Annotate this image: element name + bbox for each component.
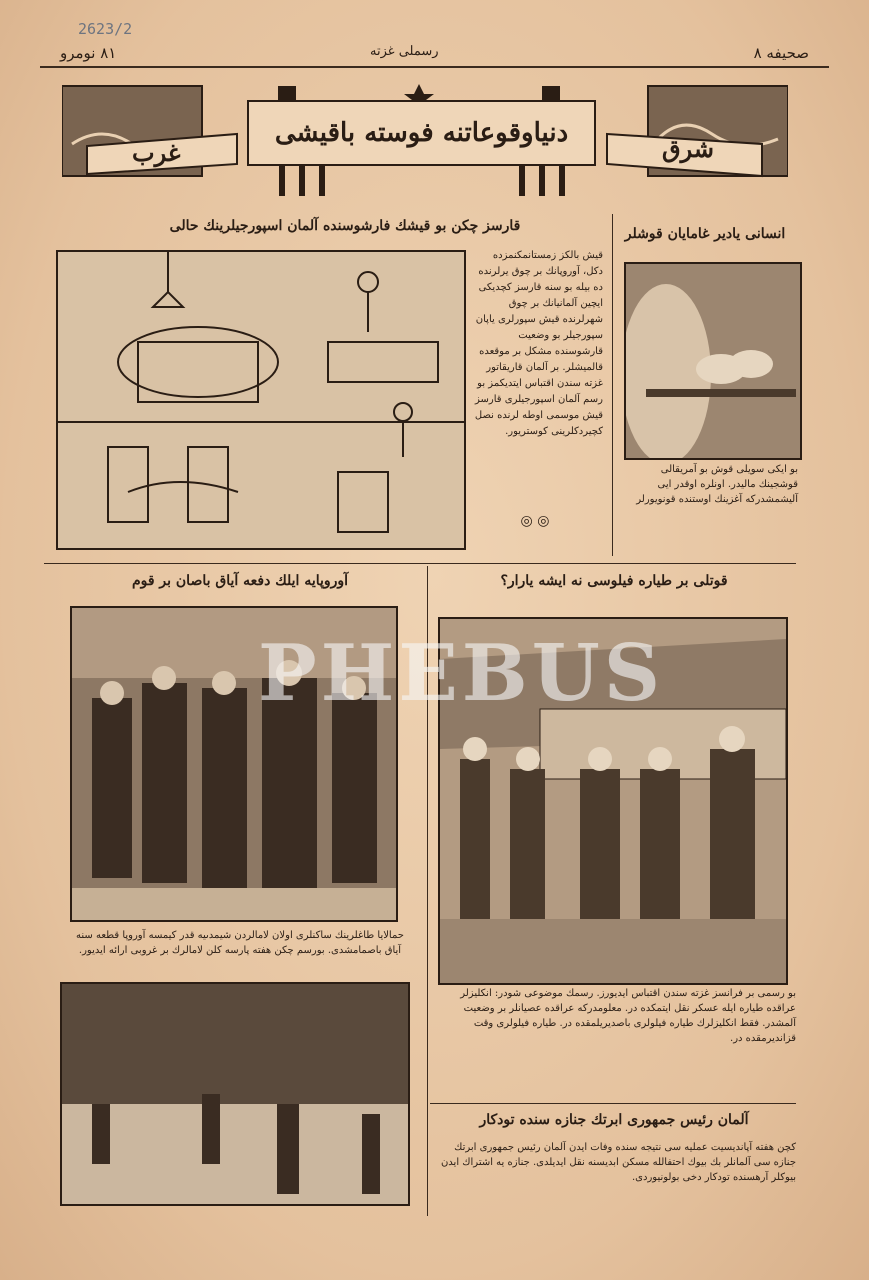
section-rule: [430, 1103, 796, 1104]
cartoon-heading: قارسز چكن بو قيشك فارشوسنده آلمان اسپورجيلرينك حالى: [169, 218, 521, 234]
column-rule: [612, 214, 613, 556]
banner-right-label: شرق: [662, 134, 714, 163]
funeral-photo-art: [62, 984, 408, 1204]
ornament: ◎ ◎: [520, 513, 550, 529]
funeral-caption: كچن هفته آپانديسيت عمليه سى نتيجه سنده وفات ايدن آلمان رئيس جمهورى ابرتك جنازه سى آلمانلر بك بيوك احتفالله مسكن ابديسنه نقل ايديلدى. جنازه يه اشتراك ايدن بيوكلر آرهسنده تودكار دخى بولونيوردى.: [440, 1142, 796, 1183]
section-banner: [62, 84, 788, 200]
airplanes-heading: قوتلى بر طياره فيلوسى نه ايشه يارار؟: [500, 573, 728, 589]
funeral-heading: آلمان رئيس جمهورى ابرتك جنازه سنده تودكار: [479, 1112, 749, 1128]
cartoon-column-text: قيش بالكز زمستانمكنمزده دكل، آوروپانك بر چوق يرلرنده ده بيله بو سنه قارسز كچديكى ايچين آلمانيانك بر چوق شهرلرنده قيش سپورلرى ياپان سپورجيلر بو وضعيت قارشوسنده مشكل بر موقعده قالميشلر. بر آلمان قاريقاتور غزته سندن اقتباس ايتديكمز بو رسم آلمان اسپورجيلرى قارسز قيش موسمى اوطه لرنده نصل كچيردكلرينى كوستريور.: [474, 250, 603, 437]
banner-left-label: غرب: [132, 138, 181, 167]
birds-heading: انسانى يادير غامايان قوشلر: [624, 226, 786, 242]
running-header: [40, 44, 829, 68]
birds-photo-art: [626, 264, 800, 458]
page-number: صحيفه ٨: [753, 44, 809, 62]
birds-caption: بو ايكى سويلى قوش بو آمريقالى قوشجينك ماليدر. اونلره اوقدر ايى آليشمشدركه آغزينك اوستنده قونويورلر: [636, 464, 798, 505]
paper-name: رسملى غزته: [370, 44, 439, 59]
banner-title: دنياوقوعاتنه فوسته باقيشى: [247, 100, 596, 166]
birds-photo: [624, 262, 802, 460]
issue-number: ٨١ نومرو: [60, 44, 117, 62]
cartoon-drawing: [58, 252, 464, 548]
lamas-heading: آوروپايه ايلك دفعه آياق باصان بر قوم: [131, 573, 349, 589]
lamas-caption: حمالايا طاغلرينك ساكنلرى اولان لامالردن شيمدىيه قدر كيمسه آوروپا قطعه سنه آياق باصمامشدى. بورسم چكن هفته پارسه كلن لامالرك بر غروبى ارائه ايديور.: [76, 930, 404, 956]
airplanes-caption: بو رسمى بر فرانسز غزته سندن اقتباس ايديورز. رسمك موضوعى شودر: انكليزلر عراقده طياره ايله عسكر نقل ايتمكده در. معلومدركه عراقده عصيانلر بر وضعيت آلمشدر. فقط انكليزلرك طياره فيلولرى باصديريلمقده در. طياره فيلولرى وقت قزانديرمقده در.: [460, 988, 796, 1044]
section-rule: [44, 563, 796, 564]
pencil-note: 2623/2: [78, 20, 133, 38]
phebus-watermark: PHEBUS: [258, 628, 665, 719]
cartoon-illustration: [56, 250, 466, 550]
funeral-photo: [60, 982, 410, 1206]
